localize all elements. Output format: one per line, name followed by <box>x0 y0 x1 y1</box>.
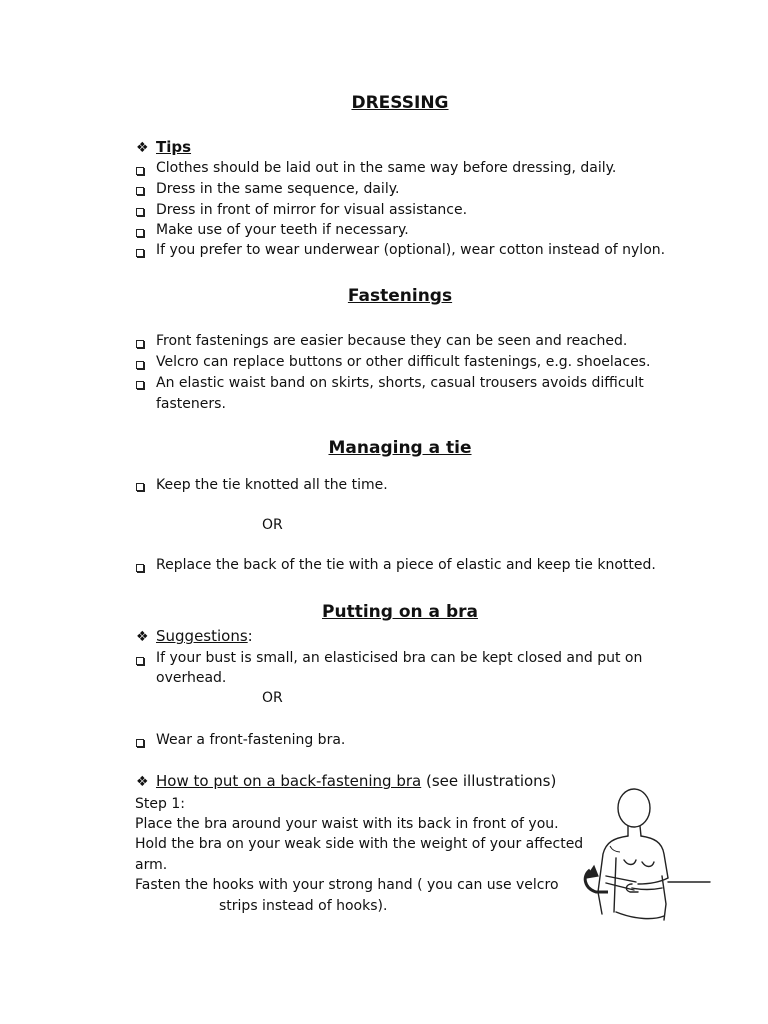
suggestions-heading <box>136 625 253 648</box>
tips-item: If you prefer to wear underwear (optional), wear cotton instead of nylon. <box>156 242 666 258</box>
or-separator: OR <box>262 690 283 706</box>
checkbox-bullet-icon <box>136 739 144 747</box>
suggestions-colon: : <box>247 627 253 645</box>
checkbox-bullet-icon <box>136 340 144 348</box>
how-to-label: How to put on a back-fastening bra <box>156 772 422 790</box>
checkbox-bullet-icon <box>136 657 144 665</box>
checkbox-bullet-icon <box>136 208 144 216</box>
tips-item: Make use of your teeth if necessary. <box>156 222 409 238</box>
tips-heading <box>136 136 191 159</box>
bra-fastening-illustration <box>576 780 712 930</box>
fastenings-item: An elastic waist band on skirts, shorts, casual trousers avoids difficult <box>156 375 644 391</box>
step-line: Hold the bra on your weak side with the weight of your affected <box>135 836 584 852</box>
checkbox-bullet-icon <box>136 229 144 237</box>
checkbox-bullet-icon <box>136 249 144 257</box>
checkbox-bullet-icon <box>136 381 144 389</box>
diamond-bullet-icon: ❖ <box>136 774 149 790</box>
or-separator: OR <box>262 517 283 533</box>
suggestions-label: Suggestions <box>156 627 248 645</box>
diamond-bullet-icon: ❖ <box>136 629 149 645</box>
fastenings-item-continued: fasteners. <box>156 396 226 412</box>
fastenings-item: Front fastenings are easier because they can be seen and reached. <box>156 333 628 349</box>
bra-heading: Putting on a bra <box>322 602 478 622</box>
checkbox-bullet-icon <box>136 483 144 491</box>
how-to-suffix: (see illustrations) <box>421 772 557 790</box>
suggestion-item: If your bust is small, an elasticised bra can be kept closed and put on <box>156 650 643 666</box>
tips-label: Tips <box>156 138 192 156</box>
tips-item: Dress in front of mirror for visual assistance. <box>156 202 468 218</box>
fastenings-item: Velcro can replace buttons or other difficult fastenings, e.g. shoelaces. <box>156 354 651 370</box>
tips-item: Dress in the same sequence, daily. <box>156 181 400 197</box>
step-line: arm. <box>135 857 168 873</box>
checkbox-bullet-icon <box>136 564 144 572</box>
tie-heading: Managing a tie <box>328 438 472 458</box>
checkbox-bullet-icon <box>136 187 144 195</box>
step-line-continued: strips instead of hooks). <box>219 898 388 914</box>
checkbox-bullet-icon <box>136 167 144 175</box>
step-line: Place the bra around your waist with its back in front of you. <box>135 816 559 832</box>
checkbox-bullet-icon <box>136 361 144 369</box>
page-title: DRESSING <box>351 93 449 113</box>
tips-item: Clothes should be laid out in the same way before dressing, daily. <box>156 160 617 176</box>
suggestion-item: Wear a front-fastening bra. <box>156 732 346 748</box>
step-line: Fasten the hooks with your strong hand ( you can use velcro <box>135 877 559 893</box>
tie-item: Replace the back of the tie with a piece of elastic and keep tie knotted. <box>156 557 656 573</box>
diamond-bullet-icon: ❖ <box>136 140 149 156</box>
fastenings-heading: Fastenings <box>347 286 453 306</box>
how-to-heading <box>136 770 556 793</box>
step-line: Step 1: <box>135 796 185 812</box>
suggestion-item-continued: overhead. <box>156 670 227 686</box>
tie-item: Keep the tie knotted all the time. <box>156 477 388 493</box>
